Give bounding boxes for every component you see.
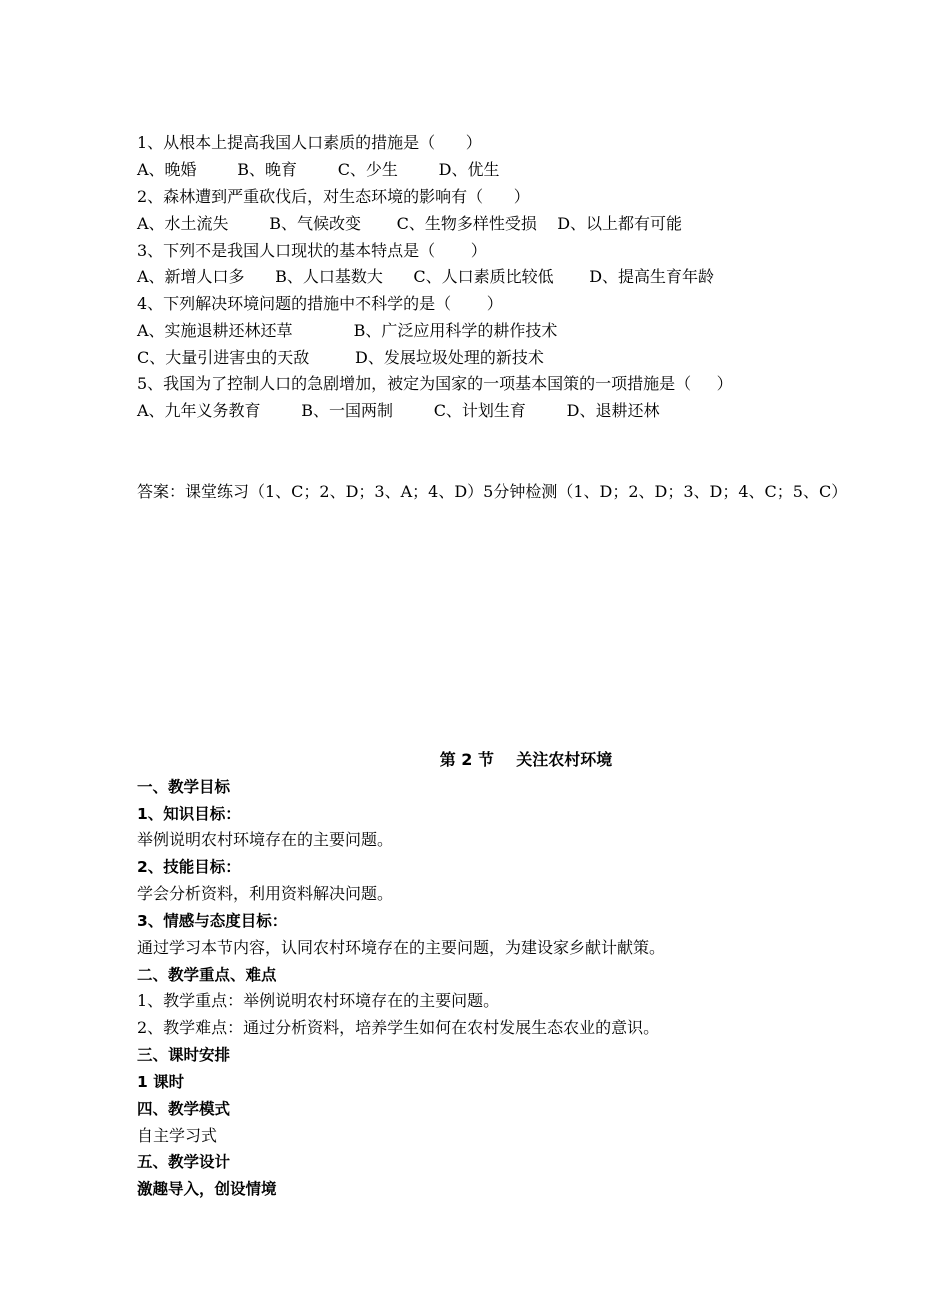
schedule-hours: 1 课时	[137, 1073, 185, 1091]
q4-stem: 4、下列解决环境问题的措施中不科学的是（ ）	[137, 294, 503, 313]
emotion-objective-heading: 3、情感与态度目标：	[137, 912, 288, 930]
skill-objective-text: 学会分析资料，利用资料解决问题。	[137, 884, 394, 903]
skill-objective-heading: 2、技能目标：	[137, 858, 241, 876]
q5-options: A、九年义务教育 B、一国两制 C、计划生育 D、退耕还林	[137, 401, 660, 420]
key-point: 1、教学重点：举例说明农村环境存在的主要问题。	[137, 991, 500, 1010]
difficult-point: 2、教学难点：通过分析资料，培养学生如何在农村发展生态农业的意识。	[137, 1018, 660, 1037]
q4-options-ab: A、实施退耕还林还草 B、广泛应用科学的耕作技术	[137, 321, 558, 340]
emotion-objective-text: 通过学习本节内容，认同农村环境存在的主要问题，为建设家乡献计献策。	[137, 938, 666, 957]
q4-options-cd: C、大量引进害虫的天敌 D、发展垃圾处理的新技术	[137, 348, 544, 367]
heading-mode: 四、教学模式	[137, 1100, 231, 1118]
q2-options: A、水土流失 B、气候改变 C、生物多样性受损 D、以上都有可能	[137, 214, 683, 233]
teaching-mode: 自主学习式	[137, 1126, 218, 1145]
section-title: 第 2 节 关注农村环境	[439, 750, 613, 769]
q1-options: A、晚婚 B、晚育 C、少生 D、优生	[137, 160, 500, 179]
heading-objectives: 一、教学目标	[137, 778, 231, 796]
q3-options: A、新增人口多 B、人口基数大 C、人口素质比较低 D、提高生育年龄	[137, 267, 715, 286]
heading-schedule: 三、课时安排	[137, 1046, 231, 1064]
q1-stem: 1、从根本上提高我国人口素质的措施是（ ）	[137, 133, 482, 152]
q5-stem: 5、我国为了控制人口的急剧增加，被定为国家的一项基本国策的一项措施是（ ）	[137, 374, 733, 393]
q2-stem: 2、森林遭到严重砍伐后，对生态环境的影响有（ ）	[137, 187, 530, 206]
heading-key-points: 二、教学重点、难点	[137, 966, 277, 984]
heading-design: 五、教学设计	[137, 1153, 231, 1171]
design-intro: 激趣导入，创设情境	[137, 1180, 277, 1198]
q3-stem: 3、下列不是我国人口现状的基本特点是（ ）	[137, 241, 487, 260]
knowledge-objective-heading: 1、知识目标：	[137, 805, 241, 823]
knowledge-objective-text: 举例说明农村环境存在的主要问题。	[137, 830, 394, 849]
answer-key: 答案：课堂练习（1、C；2、D；3、A；4、D）5分钟检测（1、D；2、D；3、D；4、C；5、C）	[137, 482, 848, 501]
